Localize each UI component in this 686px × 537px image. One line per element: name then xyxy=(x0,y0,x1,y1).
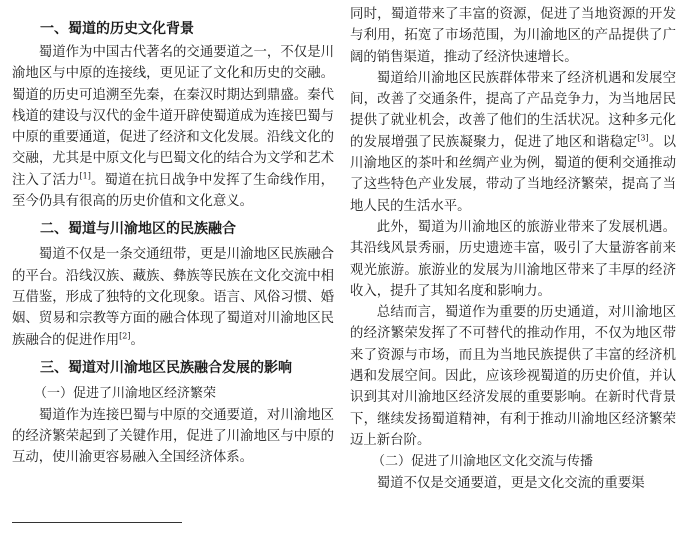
citation: [2] xyxy=(119,331,131,341)
paragraph-history xyxy=(12,42,334,212)
citation: [3] xyxy=(637,133,649,143)
section-heading-2: 二、蜀道与川渝地区的民族融合 xyxy=(40,221,236,238)
paragraph-text: 。 xyxy=(130,332,144,348)
paragraph-tourism: 此外，蜀道为川渝地区的旅游业带来了发展机遇。其沿线风景秀丽，历史遗迹丰富，吸引了大量游客前来观光旅游。旅游业的发展为川渝地区带来了丰厚的经济收入，提升了其知名度和影响力。 xyxy=(350,219,676,299)
citation: [1] xyxy=(79,171,91,181)
paragraph-text: 蜀道不仅是一条交通纽带，更是川渝地区民族融合的平台。沿线汉族、藏族、彝族等民族在文化交流中相互借鉴，形成了独特的文化现象。语言、风俗习惯、婚姻、贸易和宗教等方面的融合体现了蜀道对川渝地区民族融合的促进作用 xyxy=(12,247,334,348)
subsection-heading-1: （一）促进了川渝地区经济繁荣 xyxy=(34,385,217,401)
paragraph-economy: 蜀道作为连接巴蜀与中原的交通要道，对川渝地区的经济繁荣起到了关键作用，促进了川渝地区与中原的互动，使川渝更容易融入全国经济体系。 xyxy=(12,407,334,466)
paragraph-continued: 同时，蜀道带来了丰富的资源，促进了当地资源的开发与利用，拓宽了市场范围，为川渝地区的产品提供了广阔的销售渠道，推动了经济快速增长。 xyxy=(350,7,676,65)
paragraph-text: 蜀道给川渝地区民族群体带来了经济机遇和发展空间，改善了交通条件，提高了产品竞争力，为当地居民提供了就业机会，改善了他们的生活状况。这种多元化的发展增强了民族凝聚力，促进了地区和谐稳定 xyxy=(350,70,676,150)
left-column xyxy=(12,4,334,469)
paragraph-summary: 总结而言，蜀道作为重要的历史通道，对川渝地区的经济繁荣发挥了不可替代的推动作用，不仅为地区带来了资源与市场，而且为当地民族提供了丰富的经济机遇和发展空间。因此，应该珍视蜀道的历史价值，并认识到其对川渝地区经济发展的重要影响。在新时代背景下，继续发扬蜀道精神，有利于推动川渝地区经济繁荣迈上新台阶。 xyxy=(350,305,676,448)
paragraph-opportunity xyxy=(350,68,676,217)
section-heading-3: 三、蜀道对川渝地区民族融合发展的影响 xyxy=(40,359,292,376)
paragraph-culture: 蜀道不仅是交通要道，更是文化交流的重要渠 xyxy=(376,476,645,492)
section-heading-1: 一、蜀道的历史文化背景 xyxy=(40,21,194,37)
paragraph-fusion xyxy=(12,244,334,350)
right-column xyxy=(350,4,676,495)
paragraph-text: 蜀道作为中国古代著名的交通要道之一，不仅是川渝地区与中原的连接线，更见证了文化和历史的交融。蜀道的历史可追溯至先秦，在秦汉时期达到鼎盛。秦代栈道的建设与汉代的金牛道开辟使蜀道成为连接巴蜀与中原的重要通道，促进了经济和文化发展。沿线文化的交融，尤其是中原文化与巴蜀文化的结合为文学和艺术注入了活力 xyxy=(12,45,334,188)
paragraph-text: 。以川渝地区的茶叶和丝绸产业为例，蜀道的便利交通推动了这些特色产业发展，带动了当地经济繁荣，提高了当地人民的生活水平。 xyxy=(350,134,677,214)
subsection-heading-2: （二）促进了川渝地区文化交流与传播 xyxy=(372,454,594,470)
footnote-rule xyxy=(12,522,182,523)
paragraph-text: 。蜀道在抗日战争中发挥了生命线作用，至今仍具有很高的历史价值和文化意义。 xyxy=(12,172,335,210)
